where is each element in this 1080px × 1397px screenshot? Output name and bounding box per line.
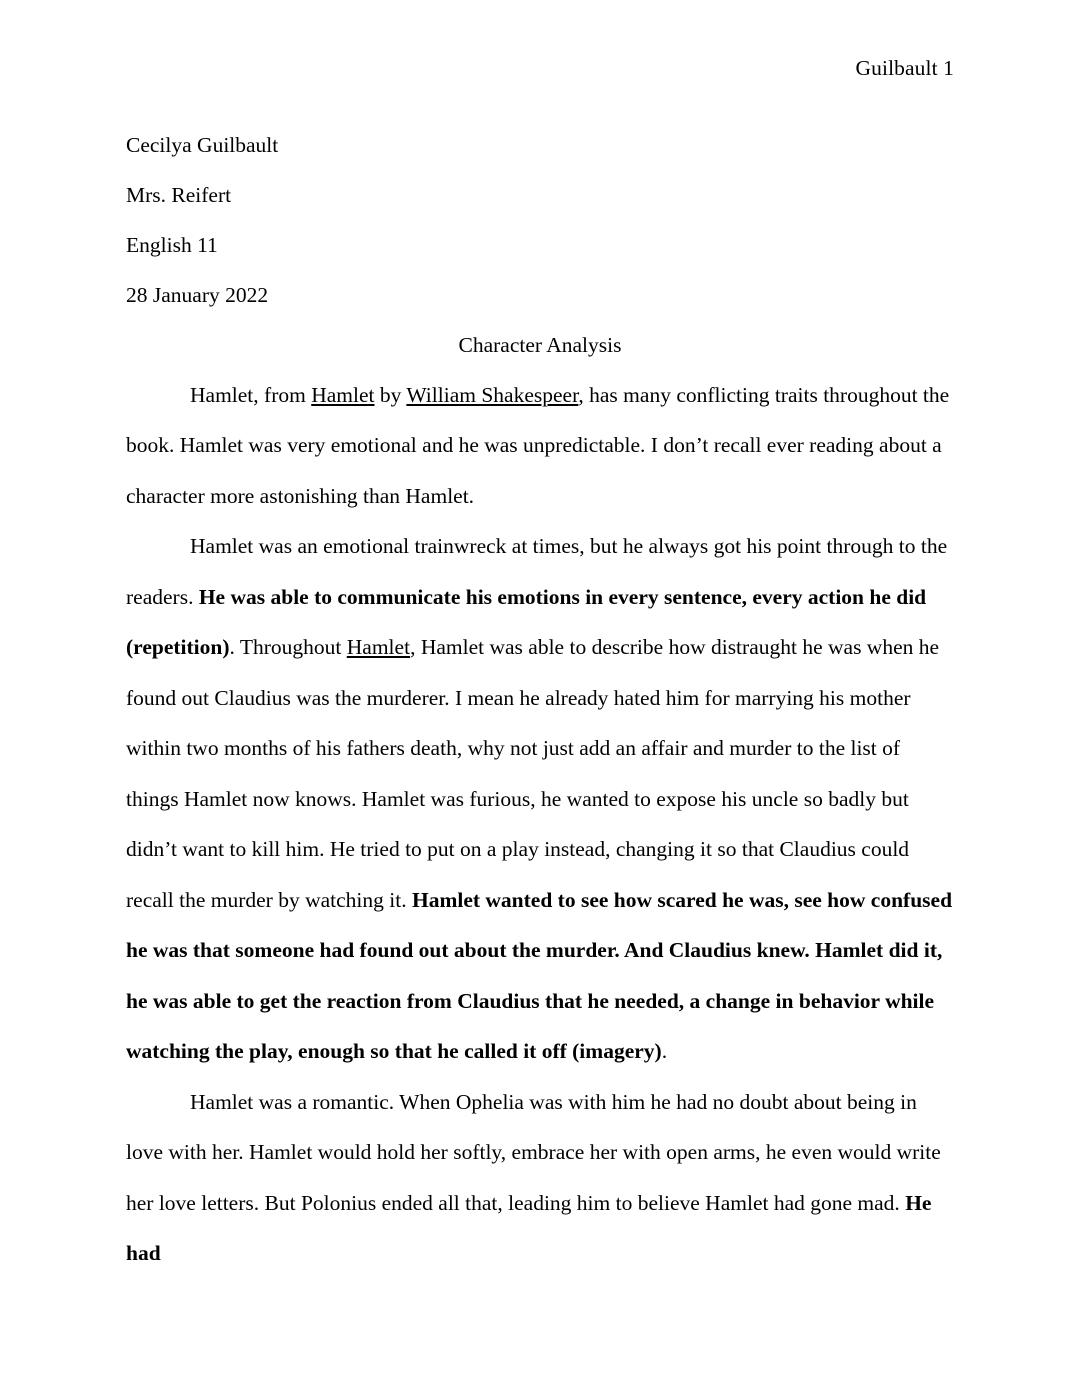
bold-run: He was able to communicate his emotions in every sentence, every action he did (repetition)	[126, 584, 927, 660]
heading-author: Cecilya Guilbault	[126, 132, 279, 157]
text-run: Hamlet was a romantic. When Ophelia was with him he had no doubt about being in love with her. Hamlet would hold her softly, embrace her with open arms, he even would write her love letters. But Polonius ended all that, leading him to believe Hamlet had gone mad.	[126, 1089, 941, 1215]
heading-course: English 11	[126, 232, 218, 257]
text-run: . Throughout	[229, 635, 347, 660]
document-body	[126, 370, 954, 1279]
text-run: , has many conflicting traits throughout the book. Hamlet was very emotional and he was unpredictable. I don’t recall ever reading about a character more astonishing than Hamlet.	[126, 382, 950, 508]
text-run: , Hamlet was able to describe how distraught he was when he found out Claudius was the murderer. I mean he already hated him for marrying his mother within two months of his fathers death, why not just add an affair and murder to the list of things Hamlet now knows. Hamlet was furious, he wanted to expose his uncle so badly but didn’t want to kill him. He tried to put on a play instead, changing it so that Claudius could recall the murder by watching it.	[126, 635, 940, 912]
paragraph-1	[126, 370, 954, 522]
text-run: .	[661, 1039, 668, 1064]
text-run: by	[374, 382, 407, 407]
bold-run: Hamlet wanted to see how scared he was, see how confused he was that someone had found out about the murder. And Claudius knew. Hamlet did it, he was able to get the reaction from Claudius that he needed, a change in behavior while watching the play, enough so that he called it off (imagery)	[126, 887, 953, 1064]
underlined-run: William Shakespeer	[406, 382, 579, 407]
heading-instructor: Mrs. Reifert	[126, 182, 232, 207]
page-title: Character Analysis	[458, 332, 622, 357]
underlined-run: Hamlet	[346, 635, 411, 660]
text-run: Hamlet was an emotional trainwreck at times, but he always got his point through to the readers.	[126, 534, 948, 609]
bold-run: He had	[126, 1190, 932, 1266]
running-header: Guilbault 1	[855, 56, 954, 80]
mla-heading	[126, 120, 954, 320]
heading-date: 28 January 2022	[126, 282, 269, 307]
text-run: Hamlet, from	[190, 382, 312, 407]
paragraph-3	[126, 1077, 954, 1279]
underlined-run: Hamlet	[311, 382, 375, 407]
paragraph-2	[126, 521, 954, 1077]
